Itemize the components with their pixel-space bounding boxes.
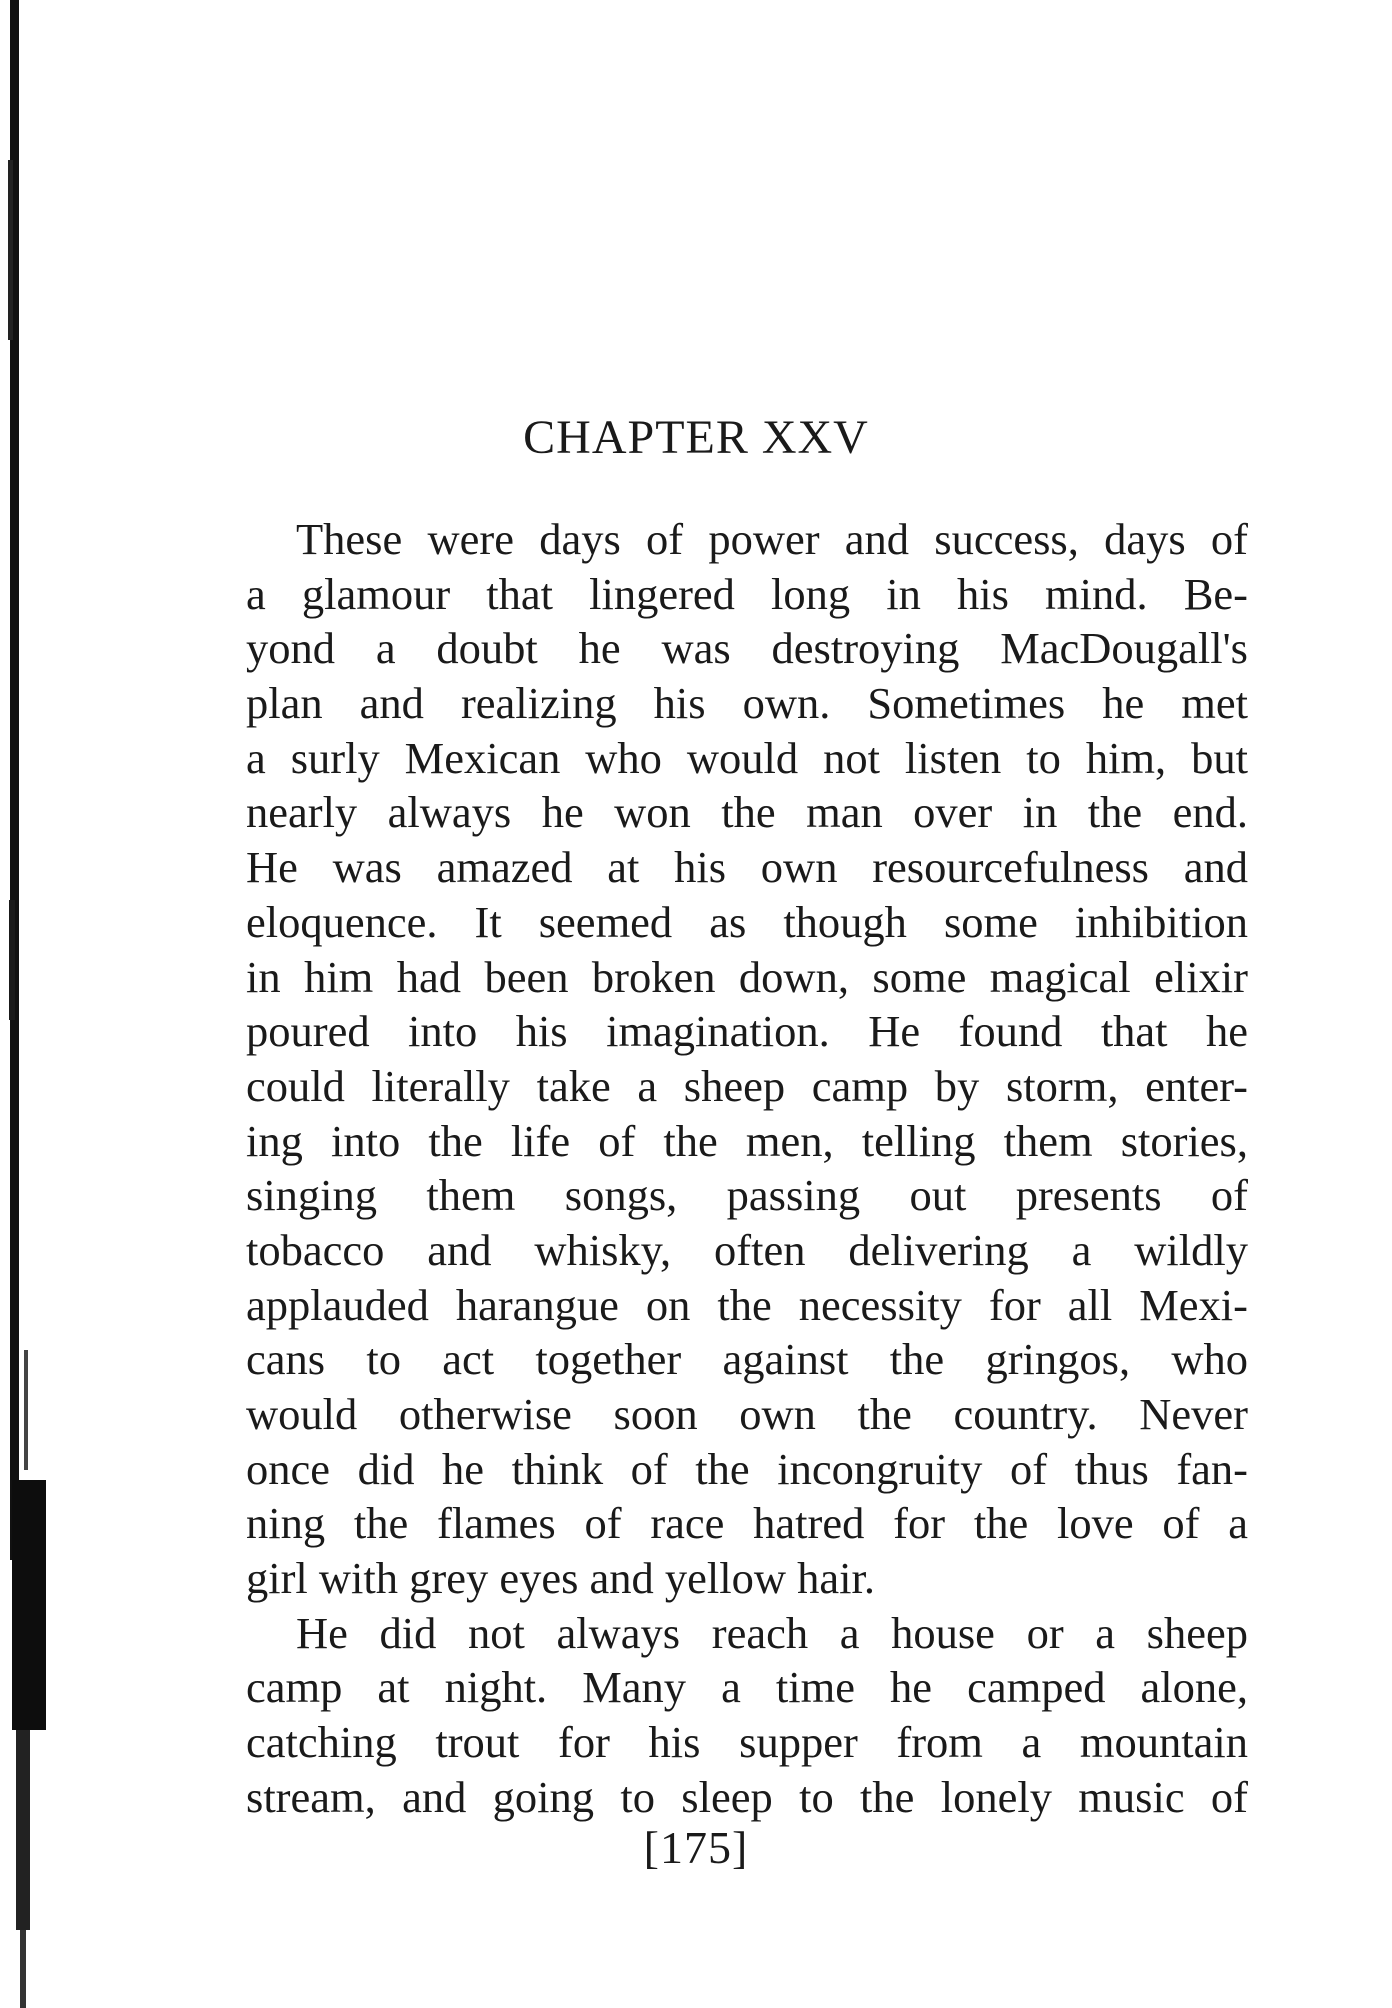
text-line: would otherwise soon own the country. Never	[246, 1389, 1248, 1439]
text-line: ing into the life of the men, telling them stories,	[246, 1115, 1248, 1166]
text-line: singing them songs, passing out presents of	[246, 1170, 1248, 1221]
text-line: stream, and going to sleep to the lonely music of	[246, 1771, 1248, 1822]
text-line: a surly Mexican who would not listen to him, but	[246, 732, 1248, 783]
text-line: could literally take a sheep camp by storm, enter-	[246, 1060, 1248, 1111]
text-line: girl with grey eyes and yellow hair.	[246, 1553, 876, 1604]
text-line: a glamour that lingered long in his mind. Be-	[246, 568, 1248, 619]
text-line: applauded harangue on the necessity for all Mexi-	[246, 1279, 1248, 1330]
text-line: These were days of power and success, days of	[296, 514, 1248, 564]
text-line: eloquence. It seemed as though some inhibition	[246, 896, 1248, 947]
page-number: [175]	[643, 1822, 749, 1873]
text-line: poured into his imagination. He found that he	[246, 1006, 1248, 1057]
text-line: yond a doubt he was destroying MacDougall's	[246, 623, 1248, 674]
text-line: cans to act together against the gringos, who	[246, 1334, 1248, 1385]
text-line: ning the flames of race hatred for the love of a	[246, 1498, 1248, 1549]
binding-edge-shadow	[6, 0, 46, 2008]
text-line: catching trout for his supper from a mountain	[246, 1717, 1248, 1768]
paragraph	[246, 512, 1248, 1606]
text-line: camp at night. Many a time he camped alone,	[246, 1662, 1248, 1713]
text-line: nearly always he won the man over in the end.	[246, 787, 1248, 838]
text-line: He did not always reach a house or a sheep	[296, 1607, 1248, 1658]
chapter-title: CHAPTER XXV	[523, 411, 869, 464]
text-line: plan and realizing his own. Sometimes he met	[246, 678, 1248, 729]
paragraph	[246, 1606, 1248, 1825]
text-line: He was amazed at his own resourcefulness and	[246, 842, 1248, 893]
text-line: tobacco and whisky, often delivering a wildly	[246, 1224, 1248, 1275]
text-line: in him had been broken down, some magical elixir	[246, 951, 1248, 1002]
body-text	[246, 512, 1248, 1825]
text-line: once did he think of the incongruity of thus fan-	[246, 1443, 1248, 1494]
